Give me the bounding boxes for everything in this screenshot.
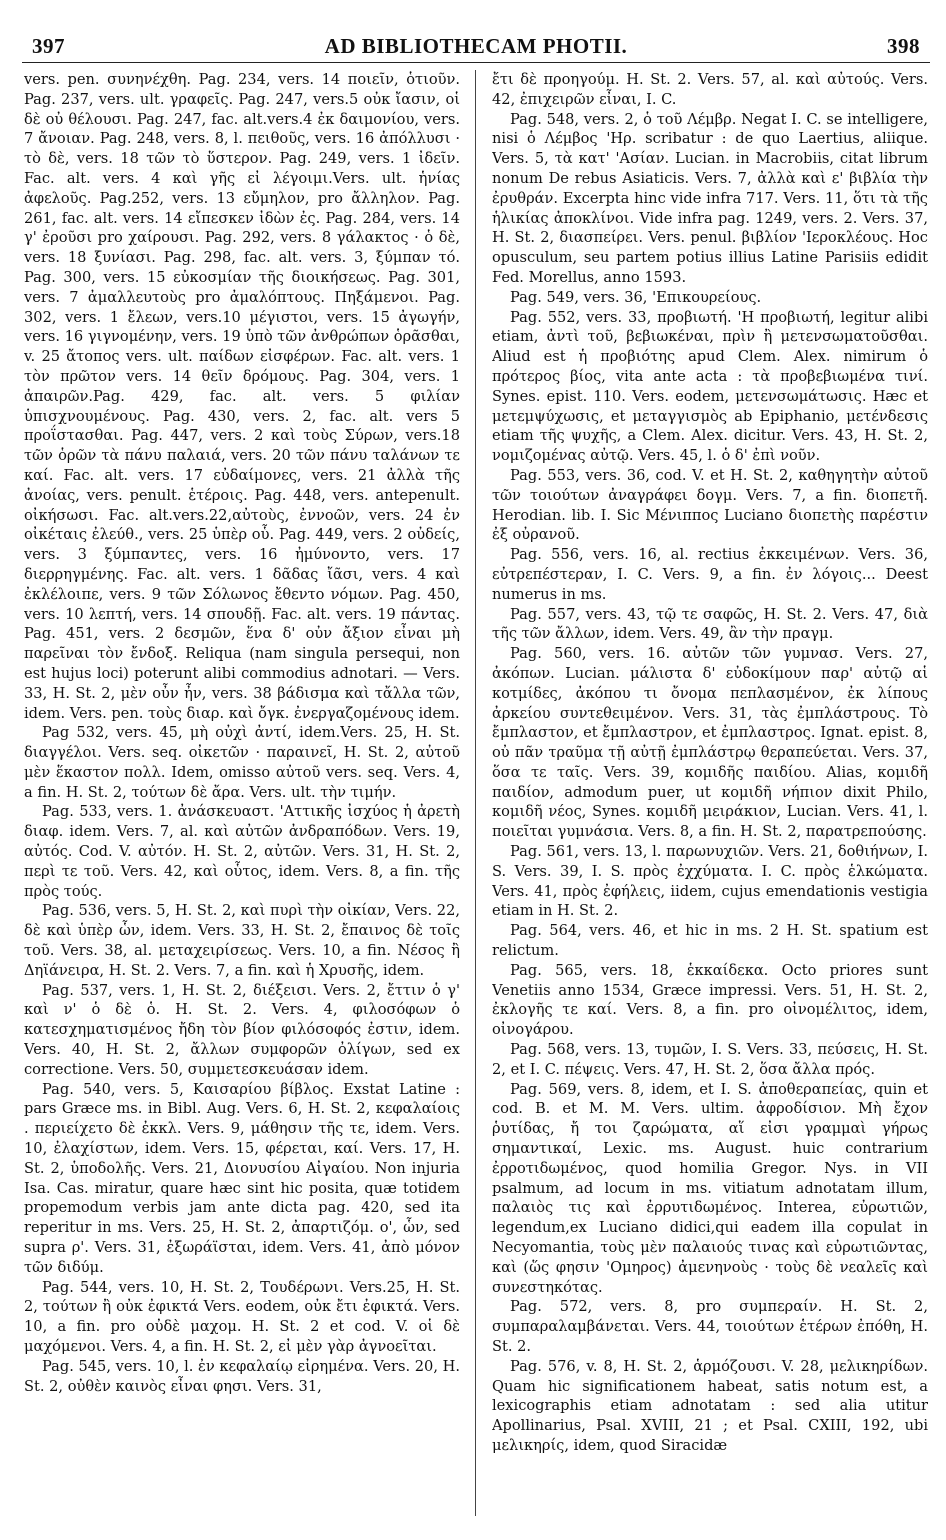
paragraph: vers. pen. συνηνέχθη. Pag. 234, vers. 14 ποιεῖν, ὁτιοῦν. Pag. 237, vers. ult. γραφεῖς. Pag. 247, vers.5 οὐκ ἴασιν, οἱ δὲ οὐ θέλουσι. Pag. 247, fac. alt.vers.4 ἐκ δαιμονίου, vers. 7 ἄνοιαν. Pag. 248, vers. 8, l. πειθοῦς, vers. 16 ἀπόλλυσι · τὸ δὲ, vers. 18 τῶν τὸ ὕστερον. Pag. 249, vers. 1 ἰδεῖν. Fac. alt. vers. 4 καὶ γῆς εἰ λέγοιμι.Vers. ult. ἡνίας ἀφελοῦς. Pag.252, vers. 13 εὔμηλον, pro ἄλληλον. Pag. 261, fac. alt. vers. 14 εἴπεσκεν ἰδὼν ἐς. Pag. 284, vers. 14 γ' ἐροῦσι pro χαίρουσι. Pag. 292, vers. 8 γάλακτος · ὁ δὲ, vers. 18 ξυνίασι. Pag. 298, fac. alt. vers. 3, ξύμπαν τό. Pag. 300, vers. 15 εὐκοσμίαν τῆς διοικήσεως. Pag. 301, vers. 7 ἀμαλλευτοὺς pro ἀμαλόπτους. Πηξάμενοι. Pag. 302, vers. 1 ἔλεων, vers.10 μέγιστοι, vers. 15 ἀγωγήν, vers. 16 γιγνομένην, vers. 19 ὑπὸ τῶν ἀνθρώπων ὁρᾶσθαι, v. 25 ἄτοπος vers. ult. παίδων εἰσφέρων. Fac. alt. vers. 1 τὸν πρῶτον vers. 14 θεῖν δρόμους. Pag. 304, vers. 1 ἀπαιρῶν.Pag. 429, fac. alt. vers. 5 φιλίαν ὑπισχνουμένους. Pag. 430, vers. 2, fac. alt. vers 5 προΐστασθαι. Pag. 447, vers. 2 καὶ τοὺς Σύρων, vers.18 τῶν ὁρῶν τὰ πάνυ παλαιά, vers. 20 τῶν πάνυ ταλάνων τε καί. Fac. alt. vers. 17 εὐδαίμονες, vers. 21 ἀλλὰ τῆς ἀνοίας, vers. penult. ἑτέροις. Pag. 448, vers. antepenult. οἰκήσωσι. Fac. alt.vers.22,αὐτοὺς, ἐννοῶν, vers. 24 ἐν οἰκέταις ἐλεύθ., vers. 25 ὑπὲρ οὗ. Pag. 449, vers. 2 οὐδείς, vers. 3 ξύμπαντες, vers. 16 ἠμύνοντο, vers. 17 διερρηγμένης. Fac. alt. vers. 1 δᾶδας ἴᾶσι, vers. 4 καὶ ἐκλέλοιπε, vers. 9 τῶν Σόλωνος ἔθεντο νόμων. Pag. 450, vers. 10 λεπτή, vers. 14 σπουδῇ. Fac. alt. vers. 19 πάντας. Pag. 451, vers. 2 δεσμῶν, ἕνα δ' οὐν ἄξιον εἶναι μὴ παρεῖναι τὸν ἔνδοξ. Reliqua (nam singula persequi, non est hujus loci) poterunt alibi commodius adnotari. — Vers. 33, H. St. 2, μὲν οὖν ἦν, vers. 38 βάδισμα καὶ τἄλλα τῶν, idem. Vers. pen. τοὺς διαρ. καὶ ὄγκ. ἐνεργαζομένους idem. [24, 71, 460, 722]
paragraph: Pag. 565, vers. 18, ἑκκαίδεκα. Octo priores sunt Venetiis anno 1534, Græce impressi. Vers. 51, H. St. 2, ἐκλογῆς τε καί. Vers. 8, a fin. pro οἰνομέλιτος, idem, οἰνογάρου. [492, 961, 928, 1039]
paragraph: Pag. 561, vers. 13, l. παρωνυχιῶν. Vers. 21, δοθιήνων, I. S. Vers. 39, I. S. πρὸς ἐχχύματα. I. C. πρὸς ἑλκώματα. Vers. 41, πρὸς ἐφήλεις, iidem, cujus emendationis vestigia etiam in H. St. 2. [492, 843, 928, 920]
paragraph: Pag. 540, vers. 5, Καισαρίου βίβλος. Exstat Latine : pars Græce ms. in Bibl. Aug. Vers. 6, H. St. 2, κεφαλαίοις . περιείχετο δὲ ἐκκλ. Vers. 9, μάθησιν τῆς τε, idem. Vers. 10, ἐλαχίστων, idem. Vers. 15, φέρεται, καί. Vers. 17, H. St. 2, ὑποδολῆς. Vers. 21, Διονυσίου Αἰγαίου. Non injuria Isa. Cas. miratur, quare hæc sint hic posita, quæ totidem propemodum verbis jam ante dicta pag. 420, sed ita reperitur in ms. Vers. 25, H. St. 2, ἀπαρτιζόμ. ο', ὧν, sed supra ρ'. Vers. 31, ἐξωράϊσται, idem. Vers. 41, ἀπὸ μόνον τῶν διδύμ. [24, 1080, 460, 1276]
paragraph: Pag. 536, vers. 5, H. St. 2, καὶ πυρὶ τὴν οἰκίαν, Vers. 22, δὲ καὶ ὑπὲρ ὧν, idem. Vers. 33, H. St. 2, ἔπαινος δὲ τοῖς τοῦ. Vers. 38, al. μεταχειρίσεως. Vers. 10, a fin. Νέσος ἢ Δηϊάνειρα, H. St. 2. Vers. 7, a fin. καὶ ἡ Χρυσῆς, idem. [24, 902, 460, 979]
page-number-right: 398 [887, 34, 920, 58]
page-header [22, 22, 930, 63]
running-title: AD BIBLIOTHECAM PHOTII. [324, 34, 628, 58]
paragraph: Pag. 553, vers. 36, cod. V. et H. St. 2, καθηγητὴν αὐτοῦ τῶν τοιούτων ἀναγράφει δογμ. Vers. 7, a fin. διοπετῆ. Herodian. lib. I. Sic Μένιππος Luciano διοπετὴς παρέστιν ἐξ οὐρανοῦ. [492, 466, 928, 544]
left-column [24, 70, 460, 1522]
paragraph: Pag. 557, vers. 43, τῷ τε σαφῶς, H. St. 2. Vers. 47, διὰ τῆς τῶν ἄλλων, idem. Vers. 49, ἂν τὴν πραγμ. [492, 605, 928, 643]
text-columns [22, 70, 930, 1522]
paragraph: ἔτι δὲ προηγούμ. H. St. 2. Vers. 57, al. καὶ αὐτούς. Vers. 42, ἐπιχειρῶν εἶναι, I. C. [492, 71, 928, 108]
paragraph: Pag. 556, vers. 16, al. rectius ἐκκειμένων. Vers. 36, εὐτρεπέστεραν, I. C. Vers. 9, a fin. ἐν λόγοις... Deest numerus in ms. [492, 546, 928, 603]
paragraph: Pag. 564, vers. 46, et hic in ms. 2 H. St. spatium est relictum. [492, 922, 928, 960]
paragraph: Pag. 549, vers. 36, 'Επικουρείους. [510, 288, 762, 306]
paragraph: Pag. 537, vers. 1, H. St. 2, διέξεισι. Vers. 2, ἔττιν ὁ γ' καὶ ν' ὁ δὲ ὁ. H. St. 2. Vers. 4, φιλοσόφων ὁ κατεσχηματισμένος ἤδη τὸν βίον φιλόσοφός ἐστιν, idem. Vers. 40, H. St. 2, ἄλλων συμφορῶν ὀλίγων, sed ex correctione. Vers. 50, συμμετεσκευάσαν idem. [24, 981, 460, 1078]
paragraph: Pag 532, vers. 45, μὴ οὐχὶ ἀντί, idem.Vers. 25, H. St. διαγγέλοι. Vers. seq. οἰκετῶν · παραινεῖ, H. St. 2, αὐτοῦ μὲν ἕκαστον πολλ. Idem, omisso αὐτοῦ vers. seq. Vers. 4, a fin. H. St. 2, τούτων δὲ ἄρα. Vers. ult. τὴν τιμήν. [24, 724, 460, 801]
page-number-left: 397 [32, 34, 65, 58]
paragraph: Pag. 569, vers. 8, idem, et I. S. ἀποθεραπείας, quin et cod. B. et M. M. Vers. ultim. ἀφροδίσιον. Μὴ ἔχον ῥυτίδας, ἤ τοι ζαρώματα, αἵ εἰσι γραμμαὶ γήρως σημαντικαί, Lexic. ms. August. huic contrarium ἐρροτιδωμένος, quod homilia Gregor. Nys. in VII psalmum, ad locum in ms. vitiatum adnotatam illum, παλαιὸς τις καὶ ἐρρυτιδωμένος. Interea, εὐρωτιῶν, legendum,ex Luciano didici,qui eadem illa copulat in Necyomantia, τοὺς μὲν παλαιούς τινας καὶ εὐρωτιῶντας, καὶ (ὥς φησιν 'Ομηρος) ἀμενηνοὺς · τοὺς δὲ νεαλεῖς καὶ συνεστηκότας. [492, 1080, 928, 1296]
paragraph: Pag. 560, vers. 16. αὐτῶν τῶν γυμνασ. Vers. 27, ἀκόπων. Lucian. μάλιστα δ' εὐδοκίμουν παρ' αὐτῷ αἱ κοτμίδες, ἀκόπου τι ὄνομα πεπλασμένον, ἐκ λίπους ἀρκείου συντεθειμένον. Vers. 31, τὰς ἐμπλάστρους. Τὸ ἔμπλαστον, et ἔμπλαστρον, et ἐμπλαστρος. Ignat. epist. 8, οὐ πᾶν τραῦμα τῇ αὐτῇ ἐμπλάστρῳ θεραπεύεται. Vers. 37, ὅσα τε ταῖς. Vers. 39, κομιδῆς παιδίου. Alias, κομιδῆ παιδίον, admodum puer, ut κομιδῆ νήπιον dixit Philo, κομιδῆ νέος, Synes. κομιδῆ μειράκιον, Lucian. Vers. 41, l. ποιεῖται γυμνάσια. Vers. 8, a fin. H. St. 2, παρατρεπούσης. [492, 645, 928, 841]
paragraph: Pag. 548, vers. 2, ὁ τοῦ Λέμβρ. Negat I. C. se intelligere, nisi ὁ Λέμβος 'Ηρ. scribatur : de quo Laertius, aliique. Vers. 5, τὰ κατ' 'Ασίαν. Lucian. in Macrobiis, citat librum nonum De rebus Asiaticis. Vers. 7, ἀλλὰ καὶ ε' βιβλία τὴν ἐρυθράν. Excerpta hinc vide infra 717. Vers. 11, ὅτι τὰ τῆς ἡλικίας ἀποκλίνοι. Vide infra pag. 1249, vers. 2. Vers. 37, H. St. 2, διασπείρει. Vers. penul. βιβλίον 'Ιεροκλέους. Hoc opusculum, seu partem potius illius Latine Parisiis edidit Fed. Morellus, anno 1593. [492, 110, 928, 286]
paragraph: Pag. 568, vers. 13, τυμῶν, I. S. Vers. 33, πεύσεις, H. St. 2, et I. C. πέψεις. Vers. 47, H. St. 2, ὅσα ἄλλα πρός. [492, 1041, 928, 1078]
right-column [492, 70, 928, 1522]
page [22, 22, 930, 1522]
column-divider [475, 70, 476, 1516]
paragraph: Pag. 544, vers. 10, H. St. 2, Τουδέρωνι. Vers.25, H. St. 2, τούτων ἢ οὐκ ἐφικτά Vers. eodem, οὐκ ἔτι ἐφικτά. Vers. 10, a fin. pro οὐδὲ μαχομ. H. St. 2 et cod. V. οἱ δὲ μαχόμενοι. Vers. 4, a fin. H. St. 2, εἰ μὲν γὰρ ἀγνοεῖται. [24, 1278, 460, 1355]
paragraph: Pag. 572, vers. 8, pro συμπεραίν. H. St. 2, συμπαραλαμβάνεται. Vers. 44, τοιούτων ἑτέρων ἐπόθη, H. St. 2. [492, 1298, 928, 1355]
paragraph: Pag. 545, vers. 10, l. ἐν κεφαλαίῳ εἰρημένα. Vers. 20, H. St. 2, οὐθὲν καινὸς εἶναι φησι. Vers. 31, [24, 1357, 460, 1395]
paragraph: Pag. 533, vers. 1. ἀνάσκευαστ. 'Αττικῆς ἰσχύος ἡ ἀρετὴ διαφ. idem. Vers. 7, al. καὶ αὐτῶν ἀνδραπόδων. Vers. 19, αὐτός. Cod. V. αὐτόν. H. St. 2, αὐτῶν. Vers. 31, H. St. 2, περὶ τε τοῦ. Vers. 42, καὶ οὗτος, idem. Vers. 8, a fin. τῆς πρὸς τούς. [24, 803, 460, 900]
paragraph: Pag. 552, vers. 33, προβιωτή. 'Η προβιωτή, legitur alibi etiam, ἀντὶ τοῦ, βεβιωκέναι, πρὶν ἢ μετενσωματοῦσθαι. Aliud est ἡ προβιότης apud Clem. Alex. nimirum ὁ πρότερος βίος, vita ante acta : τὰ προβεβιωμένα τινί. Synes. epist. 110. Vers. eodem, μετενσωμάτωσις. Hæc et μετεμψύχωσις, et μεταγγισμὸς ab Epiphanio, μετένδεσις etiam τῆς ψυχῆς, a Clem. Alex. dicitur. Vers. 43, H. St. 2, νομιζομένας αὐτῷ. Vers. 45, l. ὁ δ' ἐπὶ νοῦν. [492, 308, 928, 465]
paragraph: Pag. 576, v. 8, H. St. 2, ἁρμόζουσι. V. 28, μελικηρίδων. Quam hic significationem habeat, satis notum est, a lexicographis etiam adnotatam : sed alia utitur Apollinarius, Psal. XVIII, 21 ; et Psal. CXIII, 192, ubi μελικηρίς, idem, quod Siracidæ [492, 1357, 928, 1454]
